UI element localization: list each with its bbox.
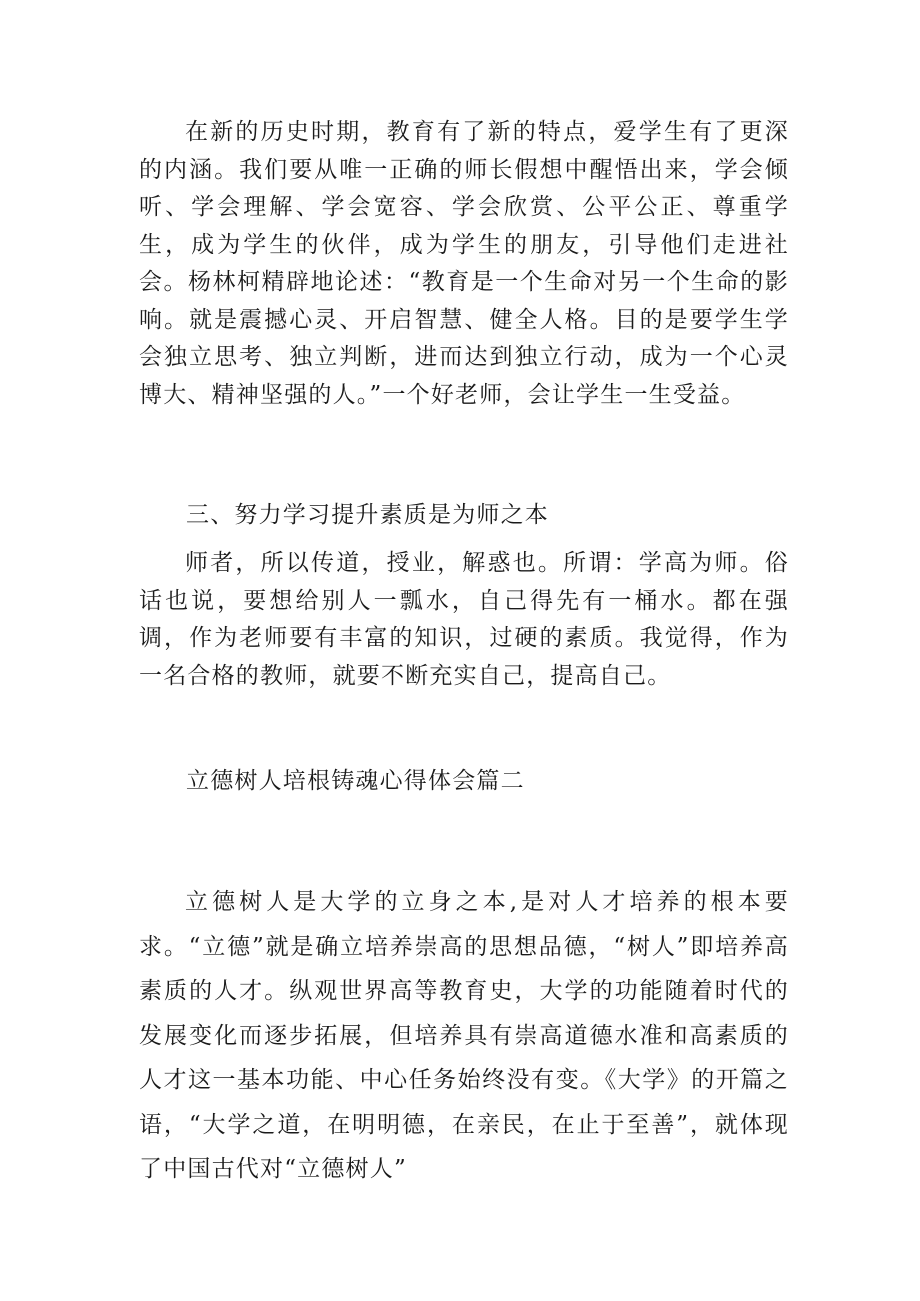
body-paragraph-1: 在新的历史时期，教育有了新的特点，爱学生有了更深的内涵。我们要从唯一正确的师长假想中醒悟出来，学会倾听、学会理解、学会宽容、学会欣赏、公平公正、尊重学生，成为学生的伙伴，成为学生的朋友，引导他们走进社会。杨林柯精辟地论述：“教育是一个生命对另一个生命的影响。就是震撼心灵、开启智慧、健全人格。目的是要学生学会独立思考、独立判断，进而达到独立行动，成为一个心灵博大、精神坚强的人。”一个好老师，会让学生一生受益。 — [139, 119, 789, 408]
article-title: 立德树人培根铸魂心得体会篇二 — [186, 768, 525, 794]
section-heading: 三、努力学习提升素质是为师之本 — [186, 502, 549, 528]
body-paragraph-3: 立德树人是大学的立身之本,是对人才培养的根本要求。“立德”就是确立培养崇高的思想品德，“树人”即培养高素质的人才。纵观世界高等教育史，大学的功能随着时代的发展变化而逐步拓展，但培养具有崇高道德水准和高素质的人才这一基本功能、中心任务始终没有变。《大学》的开篇之语，“大学之道，在明明德，在亲民，在止于至善”，就体现了中国古代对“立德树人” — [139, 889, 789, 1182]
body-paragraph-2: 师者，所以传道，授业，解惑也。所谓：学高为师。俗话也说，要想给别人一瓢水，自己得先有一桶水。都在强调，作为老师要有丰富的知识，过硬的素质。我觉得，作为一名合格的教师，就要不断充实自己，提高自己。 — [139, 550, 789, 689]
